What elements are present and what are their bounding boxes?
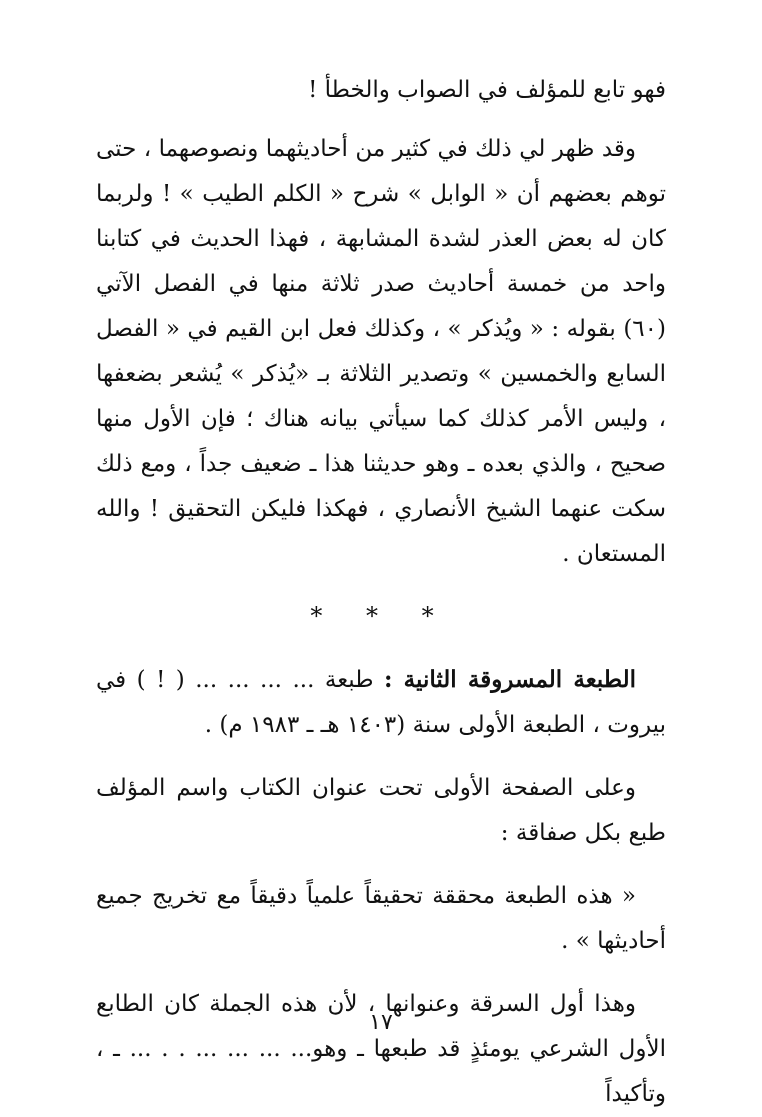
- second-edition-paragraph: [96, 657, 666, 748]
- text-paragraph-2: وقد ظهر لي ذلك في كثير من أحاديثهما ونصوصهما ، حتى توهم بعضهم أن « الوابل » شرح « الكلم الطيب » ! ولربما كان له بعض العذر لشدة المشابهة ، فهذا الحديث في كتابنا واحد من خمسة أحاديث صدر ثلاثة منها في الفصل الآتي (٦٠) بقوله : « ويُذكر » ، وكذلك فعل ابن القيم في « الفصل السابع والخمسين » وتصدير الثلاثة بـ «يُذكر » يُشعر بضعفها ، وليس الأمر كذلك كما سيأتي بيانه هناك ؛ فإن الأول منها صحيح ، والذي بعده ـ وهو حديثنا هذا ـ ضعيف جداً ، ومع ذلك سكت عنهما الشيخ الأنصاري ، فهكذا فليكن التحقيق ! والله المستعان .: [96, 136, 666, 567]
- section-separator: * * *: [310, 602, 452, 630]
- quote-paragraph: « هذه الطبعة محققة تحقيقاً علمياً دقيقاً مع تخريج جميع أحاديثها » .: [96, 883, 666, 954]
- text-paragraph-1: فهو تابع للمؤلف في الصواب والخطأ !: [308, 77, 666, 103]
- closing-paragraph: وهذا أول السرقة وعنوانها ، لأن هذه الجملة كان الطابع الأول الشرعي يومئذٍ قد طبعها ـ وهو... ... ... ... . . ... ـ ، وتأكيداً: [96, 991, 666, 1107]
- page-number: ١٧: [369, 1010, 393, 1035]
- second-edition-heading: الطبعة المسروقة الثانية :: [384, 666, 636, 693]
- page-body: [96, 68, 666, 1107]
- second-edition-details: طبعة ... ... ... ... ( ! ) في بيروت ، الطبعة الأولى سنة (١٤٠٣ هـ ـ ١٩٨٣ م) .: [96, 667, 666, 738]
- cover-note-paragraph: وعلى الصفحة الأولى تحت عنوان الكتاب واسم المؤلف طبع بكل صفاقة :: [96, 775, 666, 846]
